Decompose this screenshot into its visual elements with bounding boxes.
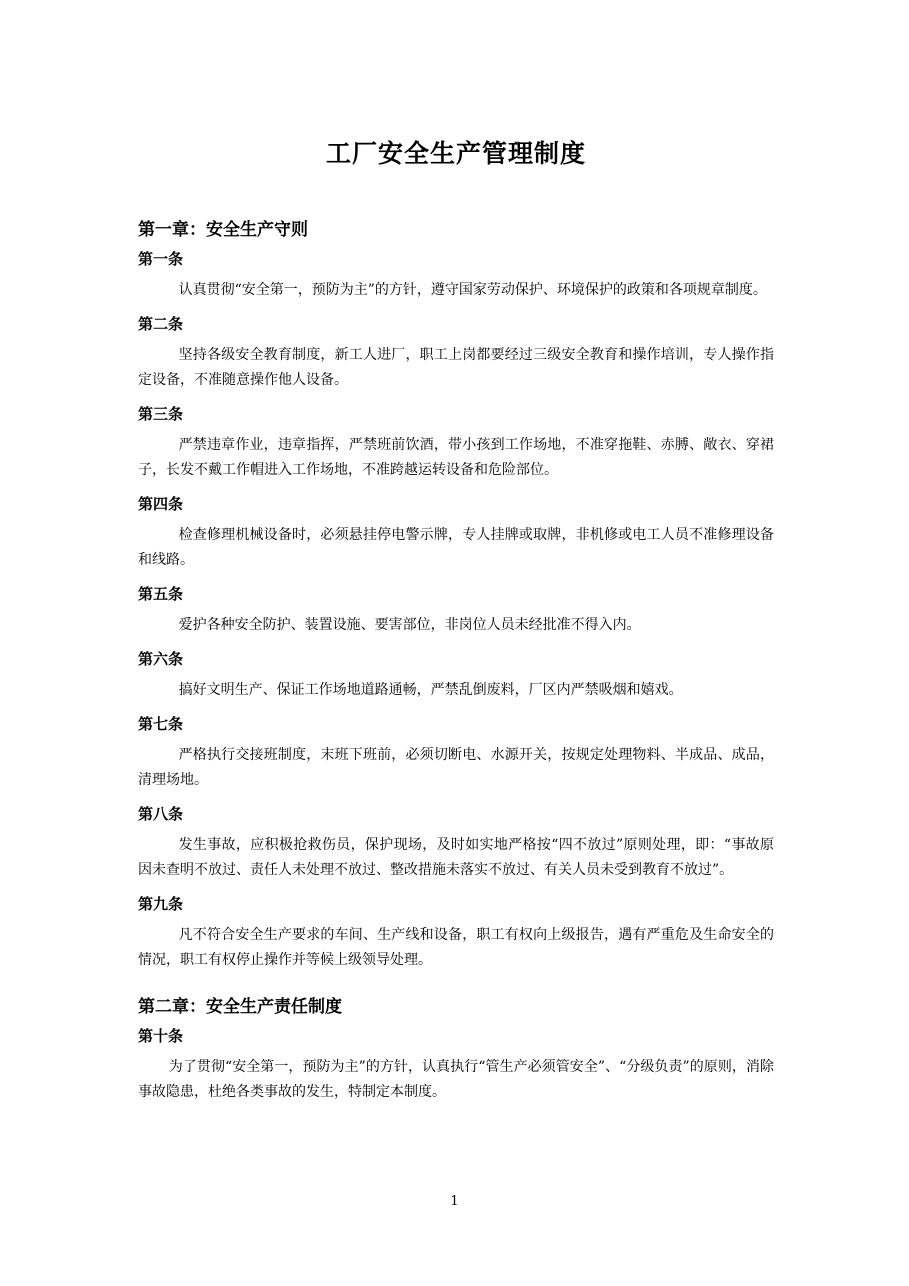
article-body: 发生事故，应积极抢救伤员，保护现场，及时如实地严格按“四不放过”原则处理，即：“事故原因未查明不放过、责任人未处理不放过、整改措施未落实不放过、有关人员未受到教育不放过”。 (138, 837, 774, 878)
article-title: 第四条 (138, 495, 184, 513)
document-title: 工厂安全生产管理制度 (325, 139, 586, 168)
article-title: 第六条 (138, 650, 184, 668)
article-title: 第七条 (138, 715, 184, 733)
article-4 (138, 493, 774, 573)
chapter-2 (138, 995, 774, 1105)
article-body: 坚持各级安全教育制度，新工人进厂，职工上岗都要经过三级安全教育和操作培训，专人操作指定设备，不准随意操作他人设备。 (138, 347, 774, 388)
article-title: 第二条 (138, 315, 184, 333)
article-1 (138, 248, 774, 303)
article-3 (138, 403, 774, 483)
article-7 (138, 713, 774, 793)
article-5 (138, 583, 774, 638)
article-body: 检查修理机械设备时，必须悬挂停电警示牌，专人挂牌或取牌，非机修或电工人员不准修理设备和线路。 (138, 527, 774, 568)
article-body: 严格执行交接班制度，末班下班前，必须切断电、水源开关，按规定处理物料、半成品、成品，清理场地。 (138, 747, 774, 788)
article-title: 第五条 (138, 585, 184, 603)
page-number: 1 (450, 1194, 459, 1209)
article-title: 第八条 (138, 805, 184, 823)
article-body: 认真贯彻“安全第一，预防为主”的方针，遵守国家劳动保护、环境保护的政策和各项规章制度。 (178, 282, 767, 298)
article-6 (138, 648, 774, 703)
article-body: 凡不符合安全生产要求的车间、生产线和设备，职工有权向上级报告，遇有严重危及生命安全的情况，职工有权停止操作并等候上级领导处理。 (138, 927, 774, 968)
chapter-1 (138, 218, 774, 973)
article-body: 严禁违章作业，违章指挥，严禁班前饮酒，带小孩到工作场地，不准穿拖鞋、赤膊、敞衣、穿裙子，长发不戴工作帽进入工作场地，不准跨越运转设备和危险部位。 (138, 437, 774, 478)
chapter-heading: 第二章：安全生产责任制度 (138, 997, 342, 1017)
article-title: 第九条 (138, 895, 184, 913)
article-body: 爱护各种安全防护、装置设施、要害部位，非岗位人员未经批准不得入内。 (178, 617, 641, 633)
chapter-heading: 第一章：安全生产守则 (138, 220, 308, 240)
article-body: 为了贯彻“安全第一，预防为主”的方针，认真执行“管生产必须管安全”、“分级负责”的原则，消除事故隐患，杜绝各类事故的发生，特制定本制度。 (138, 1059, 774, 1100)
article-title: 第十条 (138, 1027, 184, 1045)
article-10 (138, 1025, 774, 1105)
document-page (138, 138, 774, 1115)
article-title: 第一条 (138, 250, 184, 268)
article-title: 第三条 (138, 405, 184, 423)
article-9 (138, 893, 774, 973)
article-2 (138, 313, 774, 393)
article-body: 搞好文明生产、保证工作场地道路通畅，严禁乱倒废料，厂区内严禁吸烟和嬉戏。 (178, 682, 683, 698)
article-8 (138, 803, 774, 883)
